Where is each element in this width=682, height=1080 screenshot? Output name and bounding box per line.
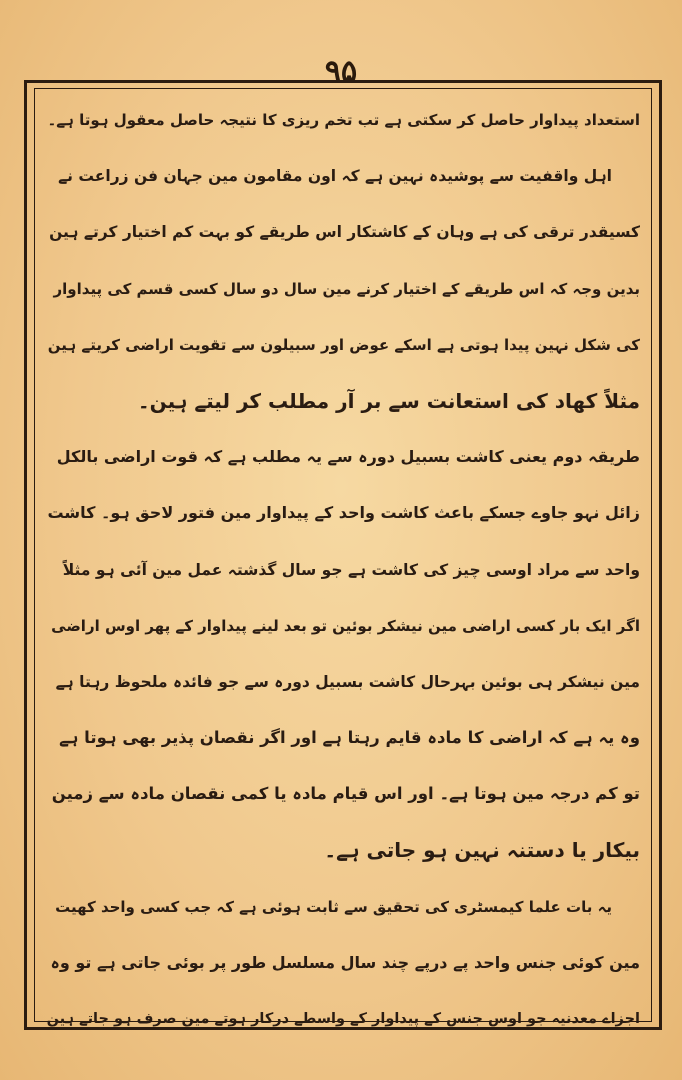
text-line: اجزاے معدنیہ جو اوس جنس کے پیداوار کے واسطے درکار ہوتے مین صرف ہو جاتے ہین xyxy=(46,1011,640,1027)
text-line: بیکار یا دستنہ نہین ہو جاتی ہے۔ xyxy=(324,838,640,863)
text-line: اہل واقفیت سے پوشیدہ نہین ہے کہ اون مقامون مین جہان فن زراعت نے xyxy=(58,167,612,186)
text-line: بدین وجہ کہ اس طریقے کے اختیار کرنے مین سال دو سال کسی قسم کی پیداوار xyxy=(53,279,640,298)
text-line: زائل نہو جاوے جسکے باعث کاشت واحد کے پیداوار مین فتور لاحق ہو۔ کاشت xyxy=(47,503,640,523)
text-line: وہ یہ ہے کہ اراضی کا مادہ قایم رہتا ہے اور اگر نقصان پذیر بھی ہوتا ہے xyxy=(59,728,640,748)
page-number: ۹۵ xyxy=(324,54,358,89)
text-line: یہ بات علما کیمسٹری کی تحقیق سے ثابت ہوئی ہے کہ جب کسی واحد کھیت xyxy=(55,897,612,916)
body-text xyxy=(46,92,640,1027)
text-line: کسیقدر ترقی کی ہے وہان کے کاشتکار اس طریقے کو بہت کم اختیار کرتے ہین xyxy=(49,223,640,242)
text-line: مین کوئی جنس واحد پے درپے چند سال مسلسل طور پر بوئی جاتی ہے تو وہ xyxy=(50,952,640,972)
text-line: مین نیشکر ہی بوئین بہرحال کاشت بسبیل دورہ سے جو فائدہ ملحوظ رہتا ہے xyxy=(55,672,640,691)
text-line: اگر ایک بار کسی اراضی مین نیشکر بوئین تو بعد لینے پیداوار کے پھر اوس اراضی xyxy=(51,616,640,635)
text-line: مثلاً کھاد کی استعانت سے بر آر مطلب کر لیتے ہین۔ xyxy=(137,388,640,413)
text-line: واحد سے مراد اوسی چیز کی کاشت ہے جو سال گذشتہ عمل مین آئی ہو مثلاً xyxy=(62,560,640,579)
text-line: کی شکل نہین پیدا ہوتی ہے اسکے عوض اور سبیلون سے تقویت اراضی کریتے ہین xyxy=(47,335,640,354)
text-line: تو کم درجہ مین ہوتا ہے۔ اور اس قیام مادہ یا کمی نقصان مادہ سے زمین xyxy=(51,784,640,804)
text-line: استعداد پیداوار حاصل کر سکتی ہے تب تخم ریزی کا نتیجہ حاصل معقول ہوتا ہے۔ xyxy=(47,111,640,129)
text-line: طریقہ دوم یعنی کاشت بسبیل دورہ سے یہ مطلب ہے کہ قوت اراضی بالکل xyxy=(56,447,640,467)
